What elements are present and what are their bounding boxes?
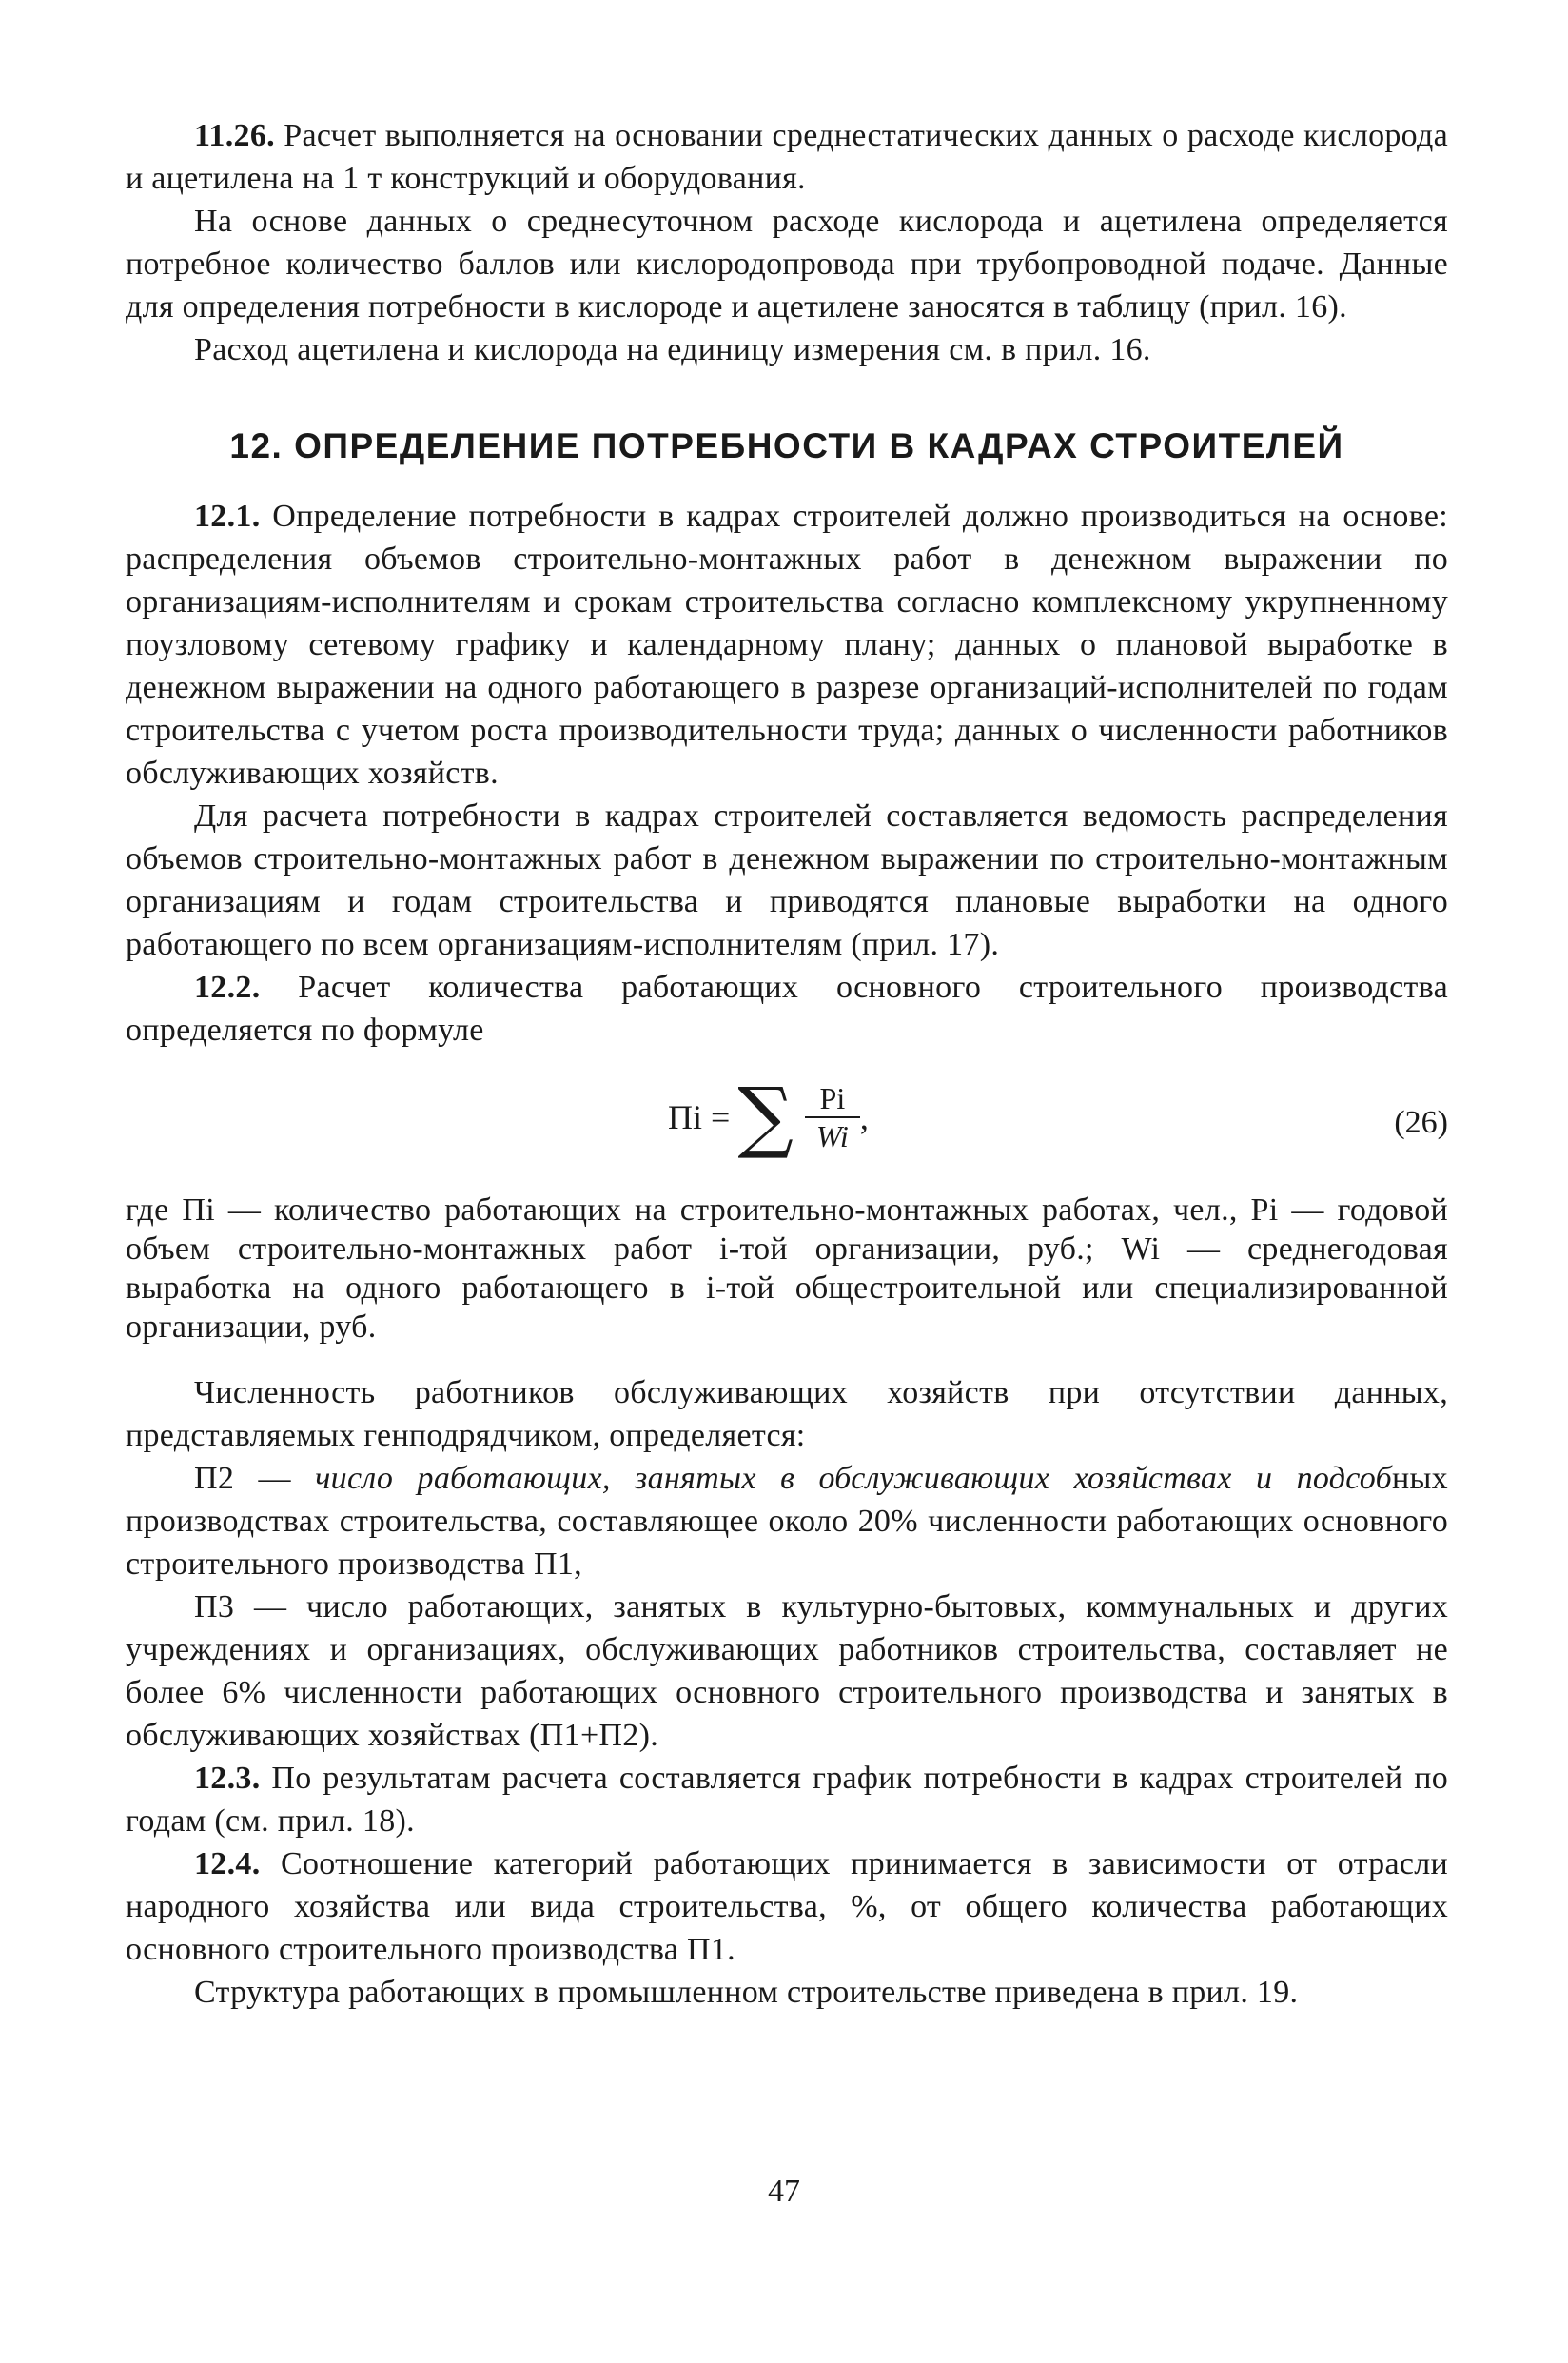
section-heading: 12. ОПРЕДЕЛЕНИЕ ПОТРЕБНОСТИ В КАДРАХ СТРОИТЕЛЕЙ — [229, 426, 1344, 465]
p2-italic: число работающих, занятых в обслуживающих хозяйствах и подсоб — [315, 1461, 1393, 1496]
formula-trail: , — [859, 1098, 869, 1136]
formula-legend — [126, 1191, 1448, 1347]
formula-legend-text: где Пi — количество работающих на строительно-монтажных работах, чел., Pi — годовой объем строительно-монтажных работ i-той организации, руб.; Wi — среднегодовая выработка на одного работающего в i-той общестроительной или специализированной организации, руб. — [126, 1192, 1448, 1345]
paragraph-12-3 — [126, 1757, 1448, 1842]
paragraph-p3: П3 — число работающих, занятых в культурно-бытовых, коммунальных и других учреждениях и организациях, обслуживающих работников строительства, составляет не более 6% численности работающих основного строительного производства и занятых в обслуживающих хозяйствах (П1+П2). — [126, 1589, 1448, 1753]
paragraph-12-1-b: Для расчета потребности в кадрах строителей составляется ведомость распределения объемов строительно-монтажных работ в денежном выражении по строительно-монтажным организациям и годам строительства и приводятся плановые выработки на одного работающего по всем организациям-исполнителям (прил. 17). — [126, 798, 1448, 962]
paragraph-12-2 — [126, 966, 1448, 1052]
clause-number: 12.1. — [194, 499, 261, 534]
p2-lead: П2 — — [194, 1461, 316, 1496]
clause-number: 11.26. — [194, 118, 275, 153]
sigma-symbol: ∑ — [737, 1072, 794, 1162]
paragraph-12-4 — [126, 1842, 1448, 1971]
clause-text: Определение потребности в кадрах строителей должно производиться на основе: распределения объемов строительно-монтажных работ в денежном выражении по организациям-исполнителям и срокам строительства согласно комплексному укрупненному поузловому сетевому графику и календарному плану; данных о плановой выработке в денежном выражении на одного работающего в разрезе организаций-исполнителей по годам строительства с учетом роста производительности труда; данных о численности работников обслуживающих хозяйств. — [126, 499, 1448, 791]
paragraph-11-26 — [126, 114, 1448, 200]
formula-lhs: Пi = — [668, 1098, 731, 1136]
clause-text: По результатам расчета составляется график потребности в кадрах строителей по годам (см. прил. 18). — [126, 1761, 1448, 1839]
p2-rest: ных производствах строительства, составляющее около 20% численности работающих основного строительного производства П1, — [126, 1461, 1448, 1582]
paragraph-staff-count: Численность работников обслуживающих хозяйств при отсутствии данных, представляемых генподрядчиком, определяется: — [126, 1375, 1448, 1453]
clause-text: Соотношение категорий работающих принимается в зависимости от отрасли народного хозяйства или вида строительства, %, от общего количества работающих основного строительного производства П1. — [126, 1846, 1448, 1967]
paragraph-oxygen-daily: На основе данных о среднесуточном расходе кислорода и ацетилена определяется потребное количество баллов или кислородопровода при трубопроводной подаче. Данные для определения потребности в кислороде и ацетилене заносятся в таблицу (прил. 16). — [126, 204, 1448, 325]
formula-fraction — [805, 1080, 860, 1154]
fraction-numerator: Pi — [819, 1081, 846, 1115]
equation-number: (26) — [1394, 1105, 1448, 1140]
page-number: 47 — [768, 2174, 800, 2209]
paragraph-12-1 — [126, 495, 1448, 795]
paragraph-structure: Структура работающих в промышленном строительстве приведена в прил. 19. — [194, 1975, 1299, 2010]
clause-number: 12.3. — [194, 1761, 261, 1796]
clause-text: Расчет количества работающих основного строительного производства определяется по формуле — [126, 970, 1448, 1048]
paragraph-acetylene-rate: Расход ацетилена и кислорода на единицу измерения см. в прил. 16. — [194, 332, 1151, 367]
formula-expression — [668, 1072, 869, 1162]
clause-text: Расчет выполняется на основании среднестатических данных о расходе кислорода и ацетилена на 1 т конструкций и оборудования. — [126, 118, 1448, 196]
paragraph-p2 — [126, 1457, 1448, 1585]
clause-number: 12.4. — [194, 1846, 261, 1881]
spacer — [126, 1347, 1448, 1371]
fraction-denominator: Wi — [815, 1119, 849, 1153]
document-page — [126, 114, 1448, 2014]
formula-26 — [126, 1069, 1448, 1183]
clause-number: 12.2. — [194, 970, 261, 1005]
